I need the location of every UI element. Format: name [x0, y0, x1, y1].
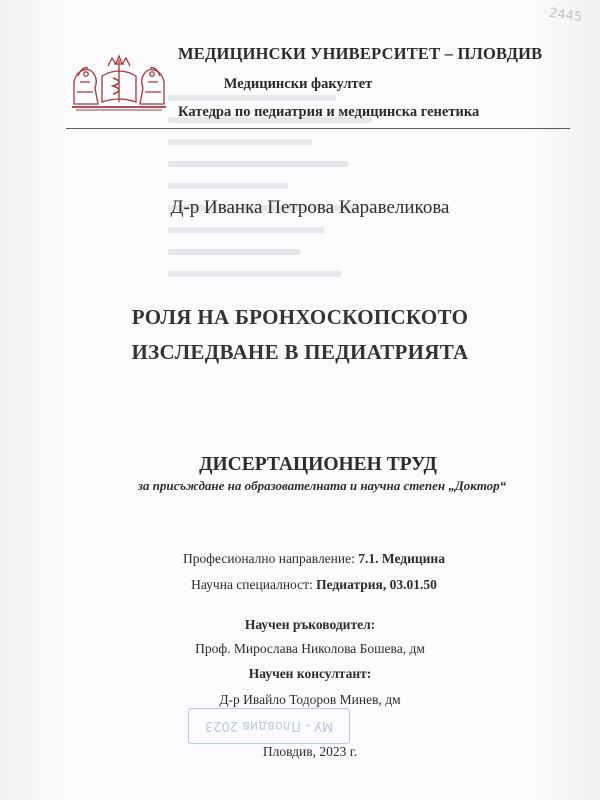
specialty-line: [0, 577, 600, 593]
professional-field-label: Професионално направление:: [183, 551, 355, 566]
consultant-name: Д-р Ивайло Тодоров Минев, дм: [219, 692, 401, 707]
author-name-text: Д-р Иванка Петрова Каравеликова: [170, 197, 450, 218]
faculty-name: Медицински факултет: [223, 76, 373, 92]
show-through-stamp: МУ - Пловдив 2023: [188, 708, 350, 744]
consultant-label: Научен консултант:: [248, 666, 372, 681]
work-type-heading: [0, 454, 600, 476]
professional-field-value: 7.1. Медицина: [358, 551, 445, 566]
degree-note-text: за присъждане на образователната и научна степен „Доктор“: [137, 478, 507, 493]
supervisor-name: Проф. Мирослава Николова Бошева, дм: [195, 641, 425, 656]
title-line-2: ИЗСЛЕДВАНЕ В ПЕДИАТРИЯТА: [131, 340, 469, 364]
professional-field-line: [0, 551, 600, 567]
university-name: МЕДИЦИНСКИ УНИВЕРСИТЕТ – ПЛОВДИВ: [178, 44, 543, 63]
work-type-text: ДИСЕРТАЦИОНЕН ТРУД: [199, 454, 437, 475]
title-line-1: РОЛЯ НА БРОНХОСКОПСКОТО: [131, 305, 469, 329]
corner-handwritten-note: 2445: [548, 5, 583, 26]
specialty-label: Научна специалност:: [191, 577, 313, 592]
specialty-value: Педиатрия, 03.01.50: [316, 577, 437, 592]
show-through-text: [168, 95, 408, 293]
university-logo-icon: [68, 52, 170, 112]
place-and-year: Пловдив, 2023 г.: [262, 744, 358, 759]
department-name: Катедра по педиатрия и медицинска генетика: [178, 104, 480, 120]
header-divider: [66, 128, 570, 129]
degree-note: [0, 478, 600, 494]
supervisor-label: Научен ръководител:: [244, 617, 376, 632]
author-name: [0, 197, 600, 219]
